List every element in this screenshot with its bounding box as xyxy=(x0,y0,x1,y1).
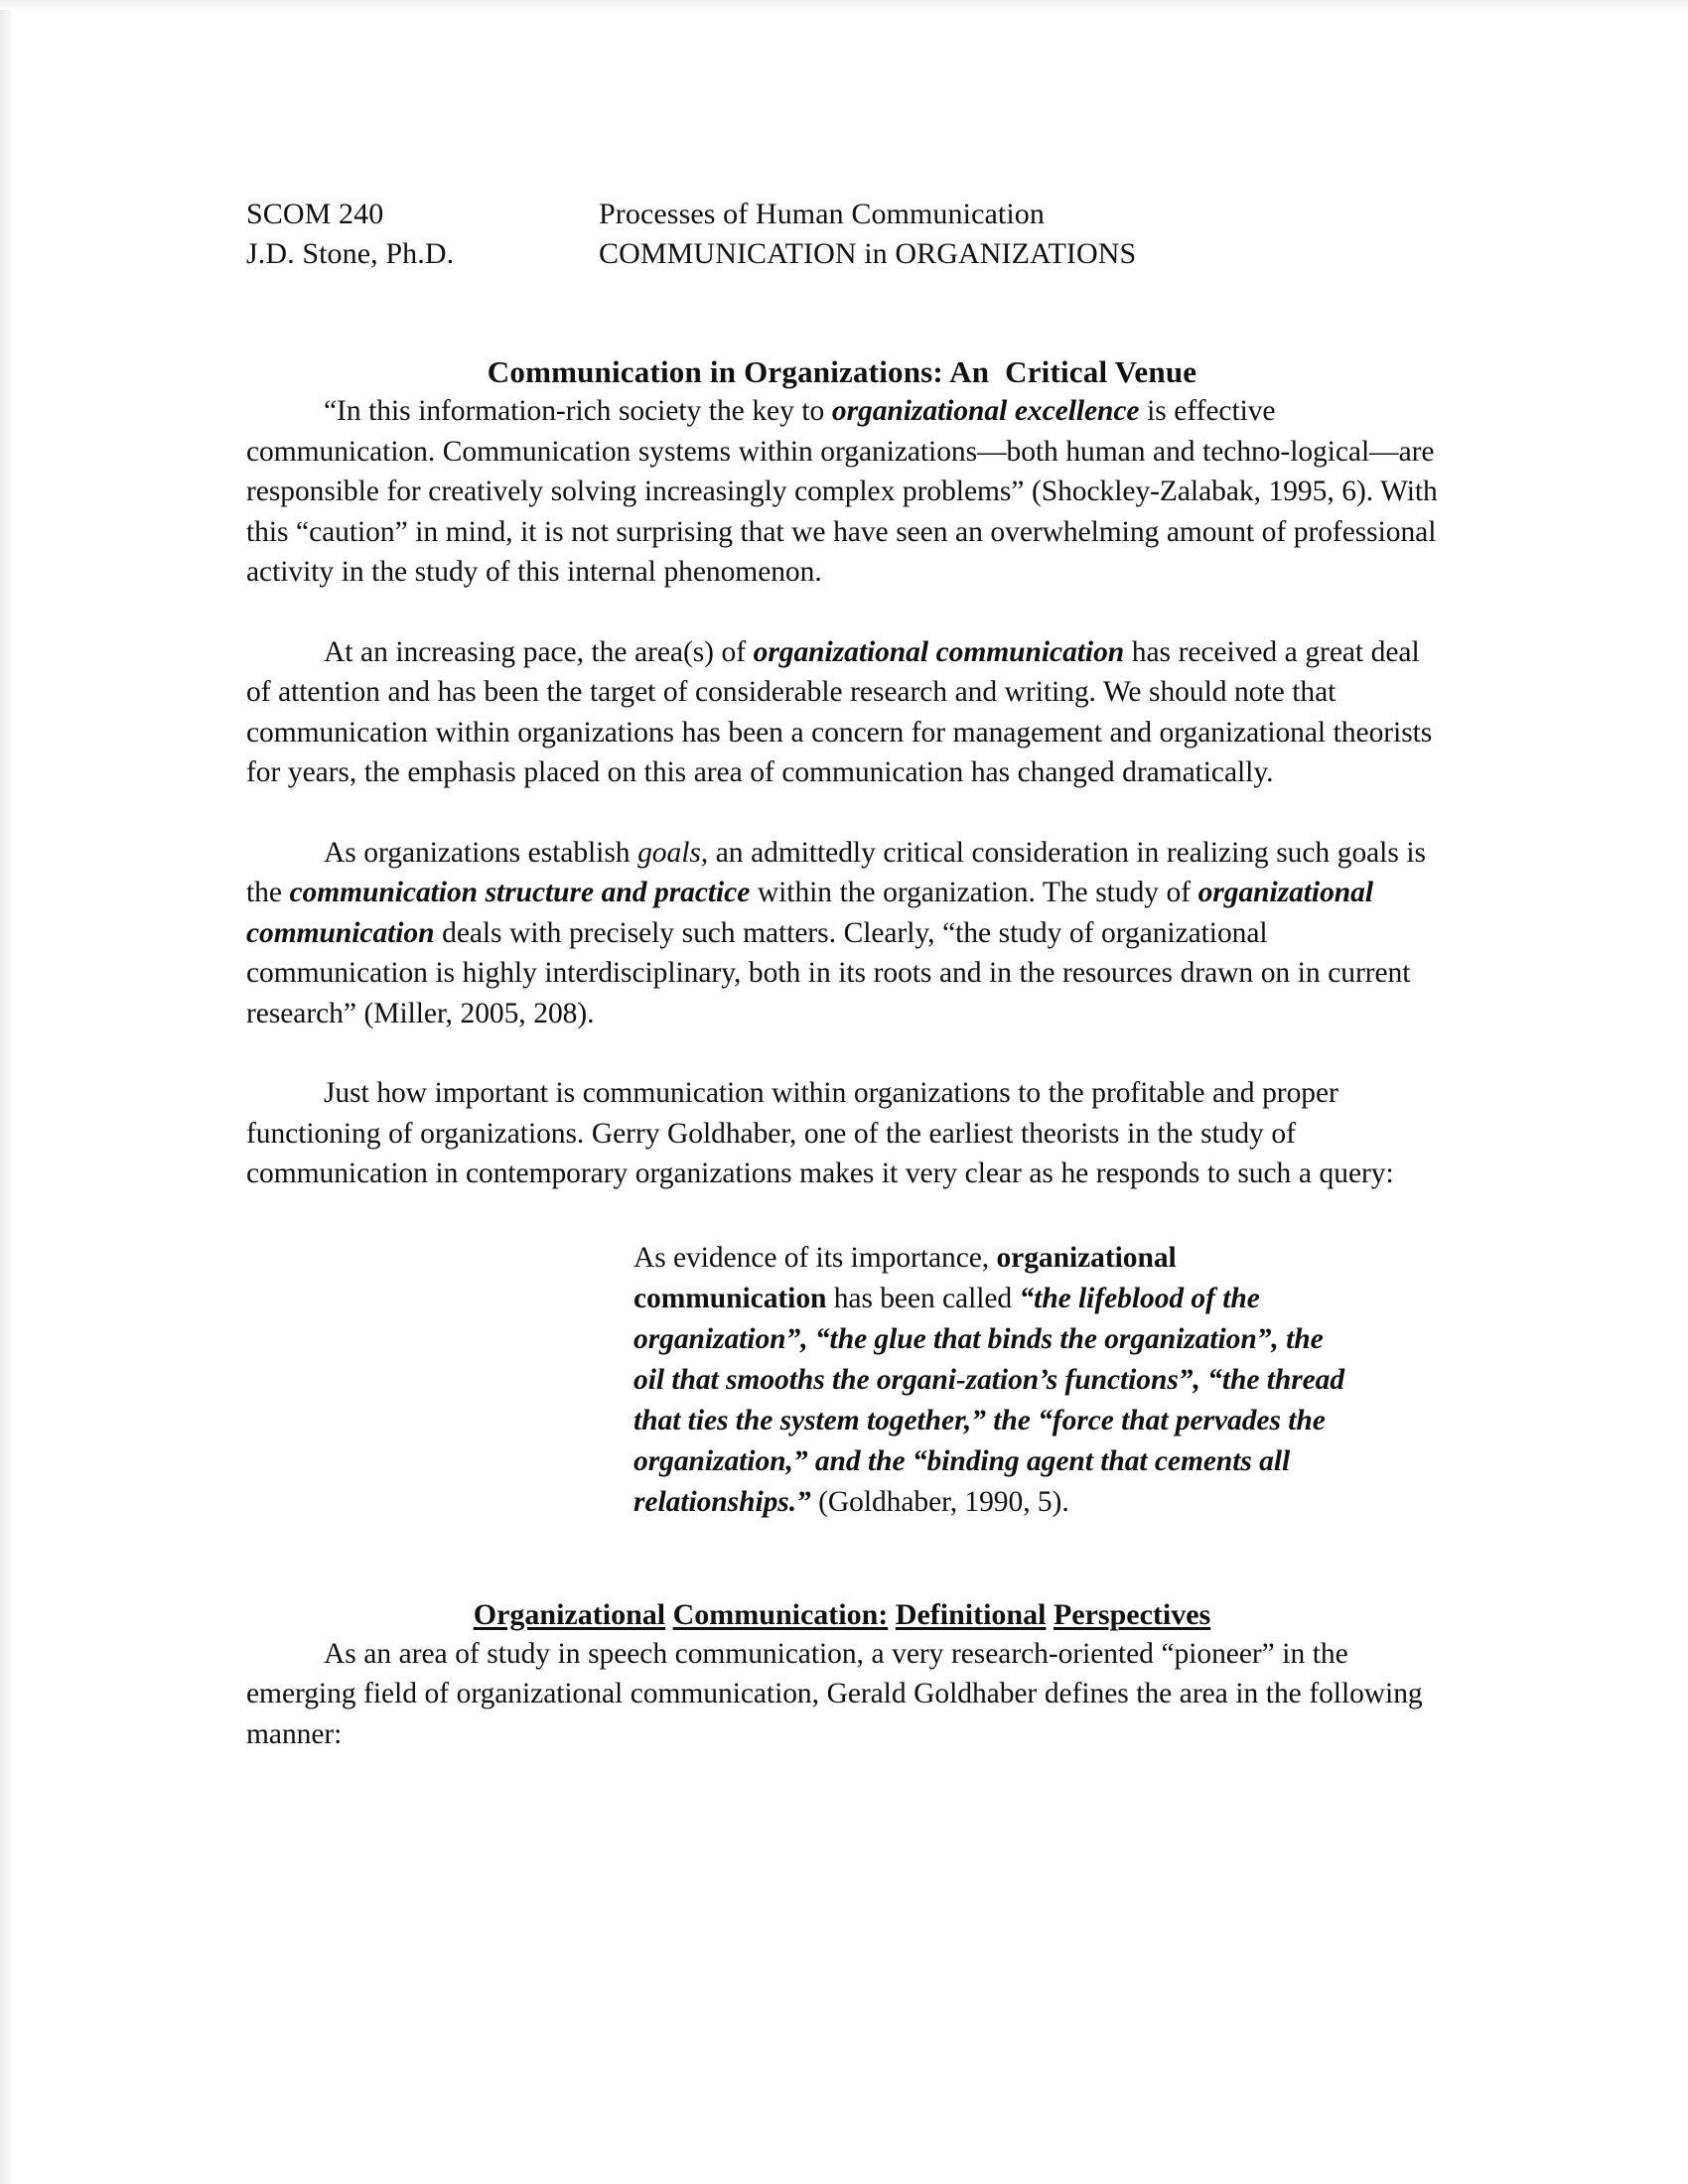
text-run: within the organization. The study of xyxy=(750,877,1198,908)
scan-edge-left xyxy=(0,0,14,2184)
document-header xyxy=(246,195,1438,274)
scan-edge-top xyxy=(0,0,1688,10)
emphasis-bold: organizational communication xyxy=(633,1241,1177,1314)
text-run: As organizations establish xyxy=(324,836,638,869)
author-name: J.D. Stone, Ph.D. xyxy=(246,237,455,270)
emphasis-bold-italic: organizational communication xyxy=(753,635,1125,668)
paragraph-4 xyxy=(246,1073,1438,1194)
text-run: Just how important is communication within organizations to the profitable and proper functioning of organizations. Gerry Goldhaber, one of the earliest theorists in the study of communication in contemporary organizations makes it very clear as he responds to such a query: xyxy=(246,1077,1394,1189)
section-heading-word: Organizational xyxy=(473,1597,666,1631)
closing-paragraph xyxy=(246,1634,1438,1755)
course-code: SCOM 240 xyxy=(246,198,384,230)
section-heading xyxy=(246,1596,1438,1634)
text-run: At an increasing pace, the area(s) of xyxy=(324,635,754,668)
emphasis-bold-italic: communication structure and practice xyxy=(289,877,751,908)
header-topic: COMMUNICATION in ORGANIZATIONS xyxy=(599,237,1137,270)
emphasis-bold-italic: organizational communication xyxy=(246,877,1373,949)
header-right-column xyxy=(599,195,1438,274)
header-left-column xyxy=(246,195,599,274)
block-quote-text xyxy=(633,1238,1358,1523)
section-heading-word: Perspectives xyxy=(1053,1597,1211,1631)
text-run: (Goldhaber, 1990, 5). xyxy=(810,1485,1069,1518)
block-quote xyxy=(633,1238,1358,1523)
text-run: As an area of study in speech communication, a very research-oriented “pioneer” in the emerging field of organizational communication, Gerald Goldhaber defines the area in the following manner: xyxy=(246,1637,1423,1750)
text-run: is effective communication. Communication systems within organizations—both human and techno-logical—are responsible for creatively solving increasingly complex problems” (Shockley-Zalabak, 1995, 6). With this “caution” in mind, it is not surprising that we have seen an overwhelming amount of professional activity in the study of this internal phenomenon. xyxy=(246,395,1438,588)
page-title: Communication in Organizations: An Critical Venue xyxy=(487,354,1197,389)
text-run: As evidence of its importance, xyxy=(633,1241,997,1274)
text-run: has been called xyxy=(826,1282,1020,1314)
text-run: “In this information-rich society the key to xyxy=(324,395,832,427)
text-run: deals with precisely such matters. Clearly, “the study of organizational communication is highly interdisciplinary, both in its roots and in the resources drawn on in current research” (Miller, 2005, 208). xyxy=(246,916,1411,1029)
text-run: has received a great deal of attention and has been the target of considerable research and writing. We should note that communication within organizations has been a concern for management and organizational theorists for years, the emphasis placed on this area of communication has changed dramatically. xyxy=(246,635,1433,788)
document-content xyxy=(246,195,1438,1754)
course-title: Processes of Human Communication xyxy=(599,198,1045,230)
paragraph-3 xyxy=(246,833,1438,1034)
paragraph-1 xyxy=(246,391,1438,593)
paragraph-2 xyxy=(246,632,1438,793)
emphasis-bold-italic: “the lifeblood of the organization”, “the glue that binds the organization”, the oil that smooths the organi-zation’s functions”, “the thread that ties the system together,” the “force that pervades the organization,” and the “binding agent that cements all relationships.” xyxy=(633,1282,1345,1518)
emphasis-italic: goals, xyxy=(637,836,709,869)
emphasis-bold-italic: organizational excellence xyxy=(831,395,1140,427)
section-heading-word: Definitional xyxy=(895,1597,1047,1631)
text-run: an admittedly critical consideration in realizing such goals is the xyxy=(246,836,1426,908)
section-heading-word: Communication: xyxy=(672,1597,889,1631)
